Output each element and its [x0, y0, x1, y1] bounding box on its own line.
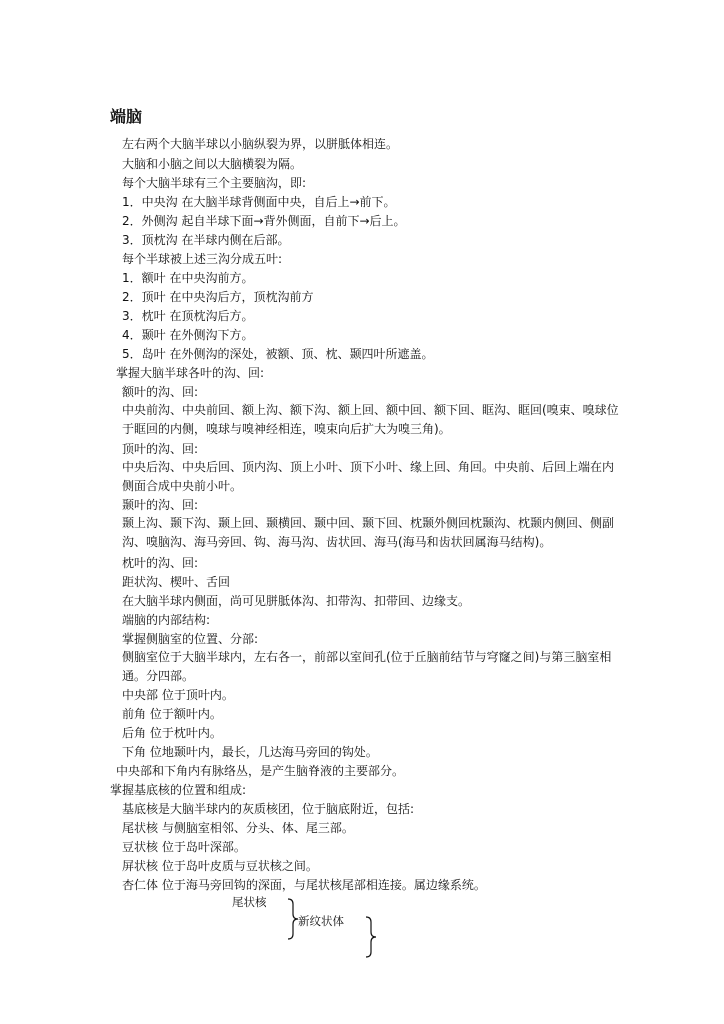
text-line-internal-structure: 端脑的内部结构:: [122, 613, 211, 627]
text-line-lobes-heading: 每个半球被上述三沟分成五叶:: [122, 252, 283, 266]
brace-right-icon: [364, 916, 378, 958]
text-line-lentiform: 豆状核 位于岛叶深部。: [122, 840, 246, 854]
text-line-intro-2: 大脑和小脑之间以大脑横裂为隔。: [122, 157, 303, 171]
paragraph-temporal-text: 颞上沟、颞下沟、颞上回、颞横回、颞中回、颞下回、枕颞外侧回枕颞沟、枕颞内侧回、侧副沟、嗅脑沟、海马旁回、钩、海马沟、齿状回、海马(海马和齿状回属海马结构)。: [122, 516, 615, 549]
text-line-inferior-horn: 下角 位地颞叶内，最长，几达海马旁回的钩处。: [122, 745, 378, 759]
paragraph-ventricle-text: 侧脑室位于大脑半球内，左右各一，前部以室间孔(位于丘脑前结节与穹窿之间)与第三脑室相通。分四部。: [122, 650, 612, 683]
paragraph-frontal: [110, 401, 620, 439]
page-title: 端脑: [110, 107, 143, 126]
text-line-posterior-horn: 后角 位于枕叶内。: [122, 726, 222, 740]
text-line-occipital-sulci: 距状沟、楔叶、舌回: [122, 575, 231, 589]
text-line-lobe-2: 2．顶叶 在中央沟后方，顶枕沟前方: [122, 290, 314, 304]
text-line-lobe-3: 3．枕叶 在顶枕沟后方。: [122, 309, 254, 323]
text-line-sulcus-2: 2．外侧沟 起自半球下面→背外侧面，自前下→后上。: [122, 214, 406, 228]
text-line-sulcus-1: 1．中央沟 在大脑半球背侧面中央，自后上→前下。: [122, 195, 396, 209]
text-line-sulcus-3: 3．顶枕沟 在半球内侧在后部。: [122, 233, 290, 247]
text-line-master-lobes: 掌握大脑半球各叶的沟、回:: [116, 366, 265, 380]
text-line-caudate: 尾状核 与侧脑室相邻、分头、体、尾三部。: [122, 821, 354, 835]
text-line-medial-surface: 在大脑半球内侧面，尚可见胼胝体沟、扣带沟、扣带回、边缘支。: [122, 594, 471, 608]
text-line-parietal-heading: 顶叶的沟、回:: [122, 442, 199, 456]
diagram-label-caudate: 尾状核: [232, 895, 267, 909]
text-line-choroid-plexus: 中央部和下角内有脉络丛，是产生脑脊液的主要部分。: [116, 764, 405, 778]
text-line-frontal-heading: 额叶的沟、回:: [122, 385, 199, 399]
text-line-occipital-heading: 枕叶的沟、回:: [122, 556, 199, 570]
text-line-lobe-4: 4．颞叶 在外侧沟下方。: [122, 328, 254, 342]
paragraph-temporal: [110, 514, 620, 552]
text-line-central-part: 中央部 位于顶叶内。: [122, 688, 234, 702]
text-line-claustrum: 屏状核 位于岛叶皮质与豆状核之间。: [122, 859, 318, 873]
text-line-basal-nuclei-heading: 掌握基底核的位置和组成:: [110, 783, 247, 797]
text-line-amygdala: 杏仁体 位于海马旁回钩的深面，与尾状核尾部相连接。属边缘系统。: [122, 878, 486, 892]
paragraph-ventricle: [110, 648, 620, 686]
diagram-label-neostriatum: 新纹状体: [298, 914, 344, 928]
text-line-ventricle-heading: 掌握侧脑室的位置、分部:: [122, 632, 259, 646]
paragraph-frontal-text: 中央前沟、中央前回、额上沟、额下沟、额上回、额中回、额下回、眶沟、眶回(嗅束、嗅球位于眶回的内侧，嗅球与嗅神经相连，嗅束向后扩大为嗅三角)。: [122, 403, 619, 436]
text-line-intro-1: 左右两个大脑半球以小脑纵裂为界，以胼胝体相连。: [122, 137, 399, 151]
text-line-temporal-heading: 颞叶的沟、回:: [122, 498, 199, 512]
text-line-anterior-horn: 前角 位于额叶内。: [122, 707, 222, 721]
text-line-sulci-heading: 每个大脑半球有三个主要脑沟，即:: [122, 176, 307, 190]
text-line-lobe-5: 5．岛叶 在外侧沟的深处，被额、顶、枕、颞四叶所遮盖。: [122, 347, 434, 361]
text-line-basal-nuclei-intro: 基底核是大脑半球内的灰质核团，位于脑底附近，包括:: [122, 802, 415, 816]
paragraph-parietal: [110, 458, 620, 496]
text-line-lobe-1: 1．额叶 在中央沟前方。: [122, 271, 254, 285]
paragraph-parietal-text: 中央后沟、中央后回、顶内沟、顶上小叶、顶下小叶、缘上回、角回。中央前、后回上端在内侧面合成中央前小叶。: [122, 460, 615, 493]
